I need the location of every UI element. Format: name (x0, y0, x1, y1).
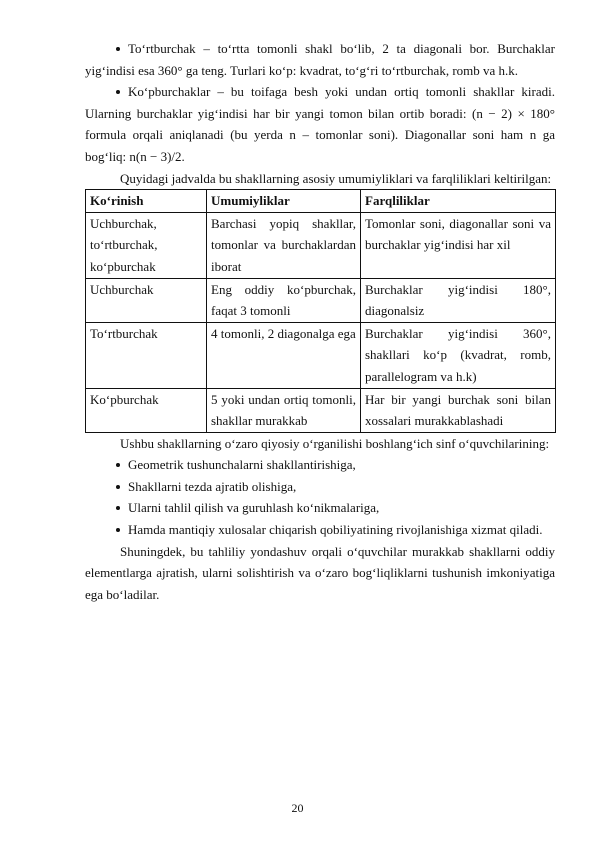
table-cell: To‘rtburchak (86, 322, 207, 388)
bullet-dot-icon (116, 485, 120, 489)
bullet-item: Geometrik tushunchalarni shakllantirishiga, (85, 454, 555, 476)
table-row (86, 278, 556, 322)
table-row (86, 388, 556, 432)
bullet-dot-icon (116, 47, 120, 51)
table-cell: 4 tomonli, 2 diagonalga ega (207, 322, 361, 388)
after-table-paragraph: Ushbu shakllarning o‘zaro qiyosiy o‘rganilishi boshlang‘ich sinf o‘quvchilarining: (120, 435, 550, 451)
header-commonalities: Umumiyliklar (207, 190, 361, 213)
header-view: Ko‘rinish (86, 190, 207, 213)
header-differences: Farqliliklar (361, 190, 556, 213)
bullet-dot-icon (116, 463, 120, 467)
table-header-row (86, 190, 556, 213)
table-row (86, 212, 556, 278)
page-number: 20 (291, 801, 304, 815)
bullet-item: Ularni tahlil qilish va guruhlash ko‘nikmalariga, (85, 497, 555, 519)
table-cell: Uchburchak (86, 278, 207, 322)
table-cell: Uchburchak, to‘rtburchak, ko‘pburchak (86, 212, 207, 278)
table-cell: Burchaklar yig‘indisi 180°, diagonalsiz (361, 278, 556, 322)
bullet-quadrilateral: To‘rtburchak – to‘rtta tomonli shakl bo‘lib, 2 ta diagonali bor. Burchaklar yig‘indisi esa 360° ga teng. Turlari ko‘p: kvadrat, to‘g‘ri to‘rtburchak, romb va h.k. (85, 41, 555, 78)
conclusion-paragraph: Shuningdek, bu tahliliy yondashuv orqali o‘quvchilar murakkab shakllarni oddiy elementlarga ajratish, ularni solishtirish va o‘zaro bog‘liqliklarni tushunish imkoniyatiga ega bo‘ladilar. (85, 543, 555, 602)
table-cell: Har bir yangi burchak soni bilan xossalari murakkablashadi (361, 388, 556, 432)
table-cell: Ko‘pburchak (86, 388, 207, 432)
table-cell: Tomonlar soni, diagonallar soni va burchaklar yig‘indisi har xil (361, 212, 556, 278)
bullet-polygon: Ko‘pburchaklar – bu toifaga besh yoki undan ortiq tomonli shakllar kiradi. Ularning burchaklar yig‘indisi har bir yangi tomon bilan ortib boradi: (n − 2) × 180° formula orqali aniqlanadi (bu yerda n – tomonlar soni). Diagonallar soni ham n ga bog‘liq: n(n − 3)/2. (85, 84, 555, 164)
table-cell: 5 yoki undan ortiq tomonli, shakllar murakkab (207, 388, 361, 432)
table-cell: Barchasi yopiq shakllar, tomonlar va burchaklardan iborat (207, 212, 361, 278)
table-row (86, 322, 556, 388)
document-body (85, 38, 555, 605)
intro-paragraph: Quyidagi jadvalda bu shakllarning asosiy umumiyliklari va farqliliklari keltirilgan: (120, 170, 552, 186)
table-cell: Burchaklar yig‘indisi 360°, shakllari ko‘p (kvadrat, romb, parallelogram va h.k) (361, 322, 556, 388)
bullet-item: Shakllarni tezda ajratib olishiga, (85, 476, 555, 498)
comparison-table (85, 189, 556, 433)
bullet-dot-icon (116, 90, 120, 94)
table-cell: Eng oddiy ko‘pburchak, faqat 3 tomonli (207, 278, 361, 322)
bullet-item: Hamda mantiqiy xulosalar chiqarish qobiliyatining rivojlanishiga xizmat qiladi. (85, 519, 555, 541)
bullet-dot-icon (116, 528, 120, 532)
bullet-dot-icon (116, 506, 120, 510)
